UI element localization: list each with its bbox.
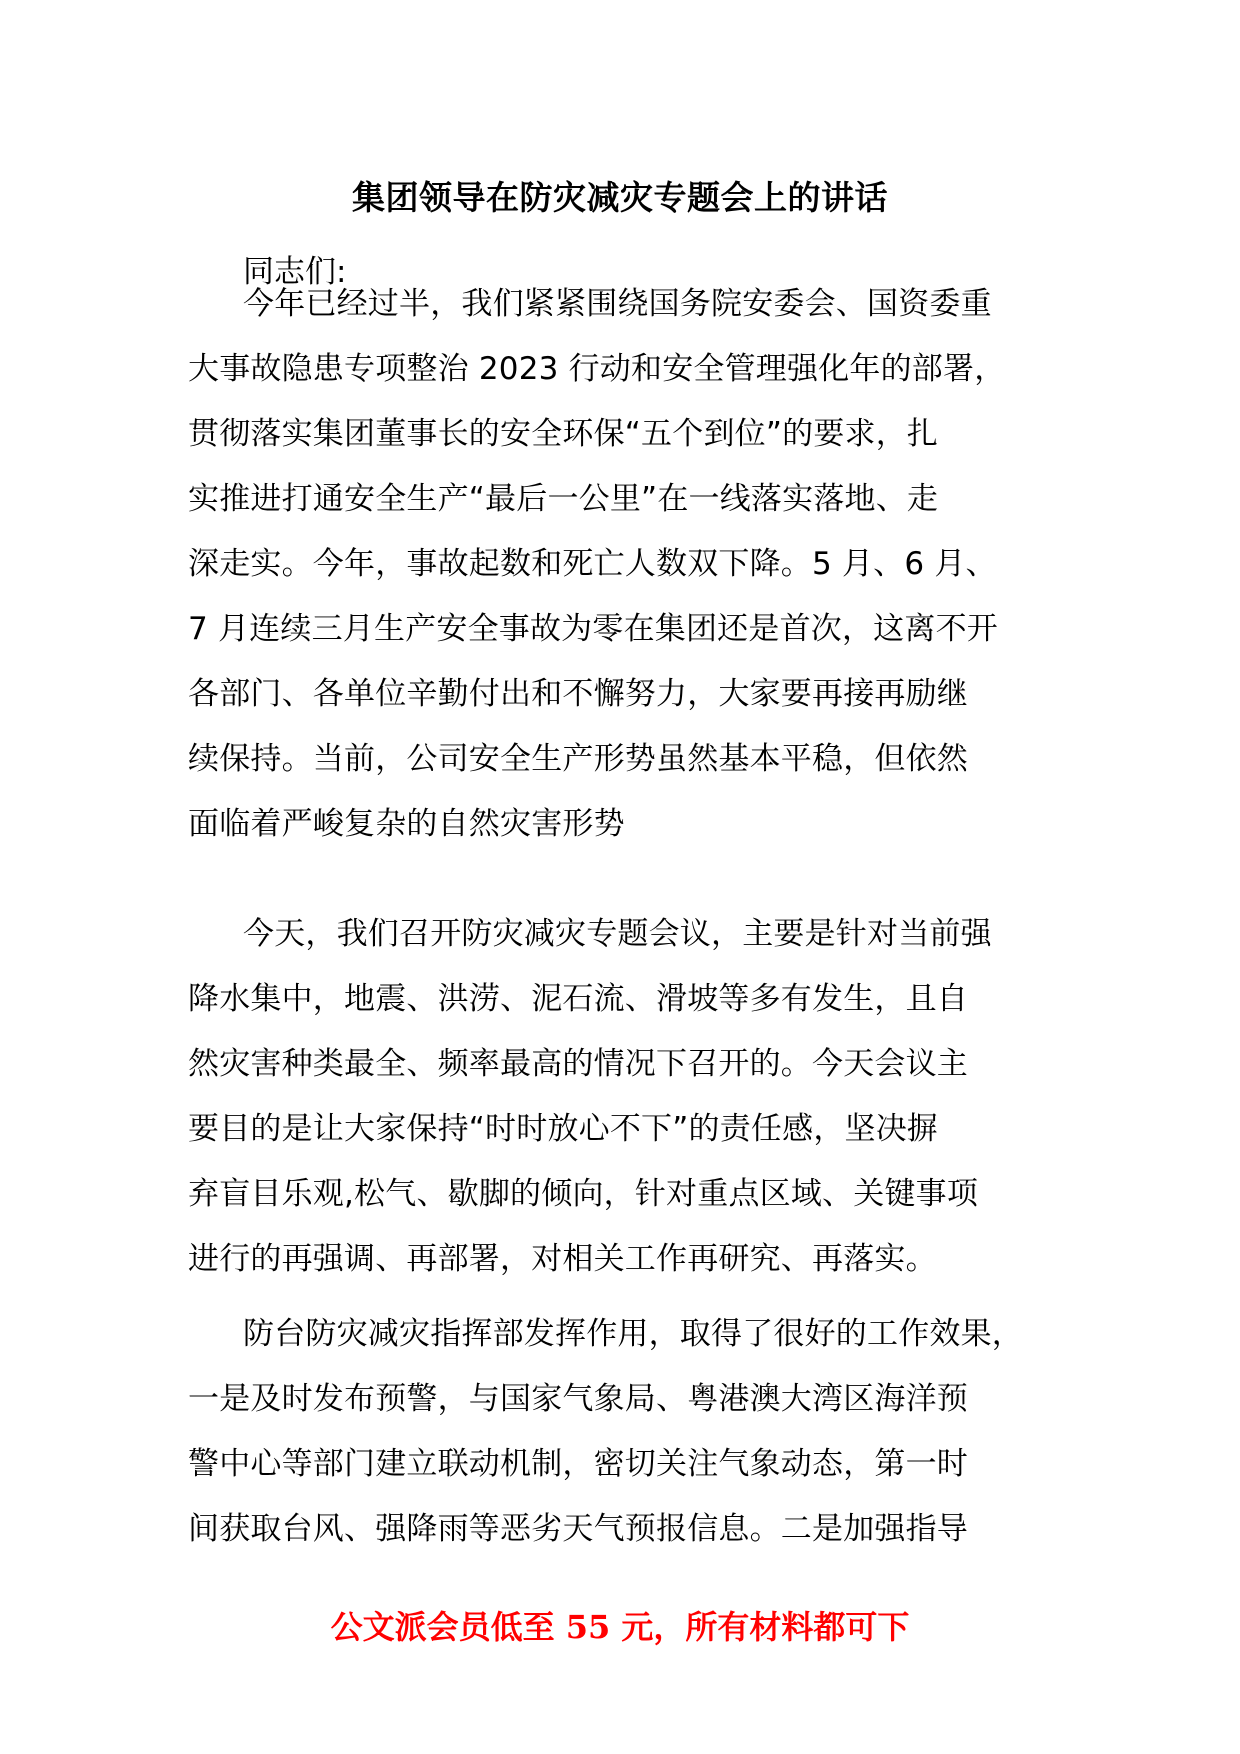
paragraph-line: 然灾害种类最全、频率最高的情况下召开的。今天会议主 (188, 1046, 968, 1082)
paragraph-line: 实推进打通安全生产“最后一公里”在一线落实落地、走 (188, 481, 939, 517)
paragraph-line: 防台防灾减灾指挥部发挥作用，取得了很好的工作效果， (243, 1316, 1023, 1352)
paragraph-line: 今天，我们召开防灾减灾专题会议，主要是针对当前强 (243, 916, 992, 952)
paragraph-line: 进行的再强调、再部署，对相关工作再研究、再落实。 (188, 1241, 937, 1277)
salutation: 同志们: (243, 254, 347, 290)
paragraph-line: 一是及时发布预警，与国家气象局、粤港澳大湾区海洋预 (188, 1381, 968, 1417)
paragraph-line: 贯彻落实集团董事长的安全环保“五个到位”的要求，扎 (188, 416, 939, 452)
paragraph-2 (188, 902, 1068, 1292)
paragraph-line: 警中心等部门建立联动机制，密切关注气象动态，第一时 (188, 1446, 968, 1482)
paragraph-line: 降水集中，地震、洪涝、泥石流、滑坡等多有发生，且自 (188, 981, 968, 1017)
document-title: 集团领导在防灾减灾专题会上的讲话 (352, 178, 888, 217)
paragraph-line: 续保持。当前，公司安全生产形势虽然基本平稳，但依然 (188, 741, 968, 777)
paragraph-line: 深走实。今年，事故起数和死亡人数双下降。5 月、6 月、 (188, 546, 997, 582)
paragraph-line: 弃盲目乐观,松气、歇脚的倾向，针对重点区域、关键事项 (188, 1176, 979, 1212)
paragraph-line: 7 月连续三月生产安全事故为零在集团还是首次，这离不开 (188, 611, 998, 647)
promo-footer-note: 公文派会员低至 55 元，所有材料都可下 (330, 1608, 910, 1646)
paragraph-line: 今年已经过半，我们紧紧围绕国务院安委会、国资委重 (243, 286, 992, 322)
paragraph-1 (188, 272, 1068, 857)
paragraph-3 (188, 1302, 1068, 1562)
paragraph-line: 要目的是让大家保持“时时放心不下”的责任感，坚决摒 (188, 1111, 939, 1147)
paragraph-line: 大事故隐患专项整治 2023 行动和安全管理强化年的部署， (188, 351, 1006, 387)
paragraph-line: 间获取台风、强降雨等恶劣天气预报信息。二是加强指导 (188, 1511, 968, 1547)
paragraph-line: 面临着严峻复杂的自然灾害形势 (188, 806, 625, 842)
paragraph-line: 各部门、各单位辛勤付出和不懈努力，大家要再接再励继 (188, 676, 968, 712)
